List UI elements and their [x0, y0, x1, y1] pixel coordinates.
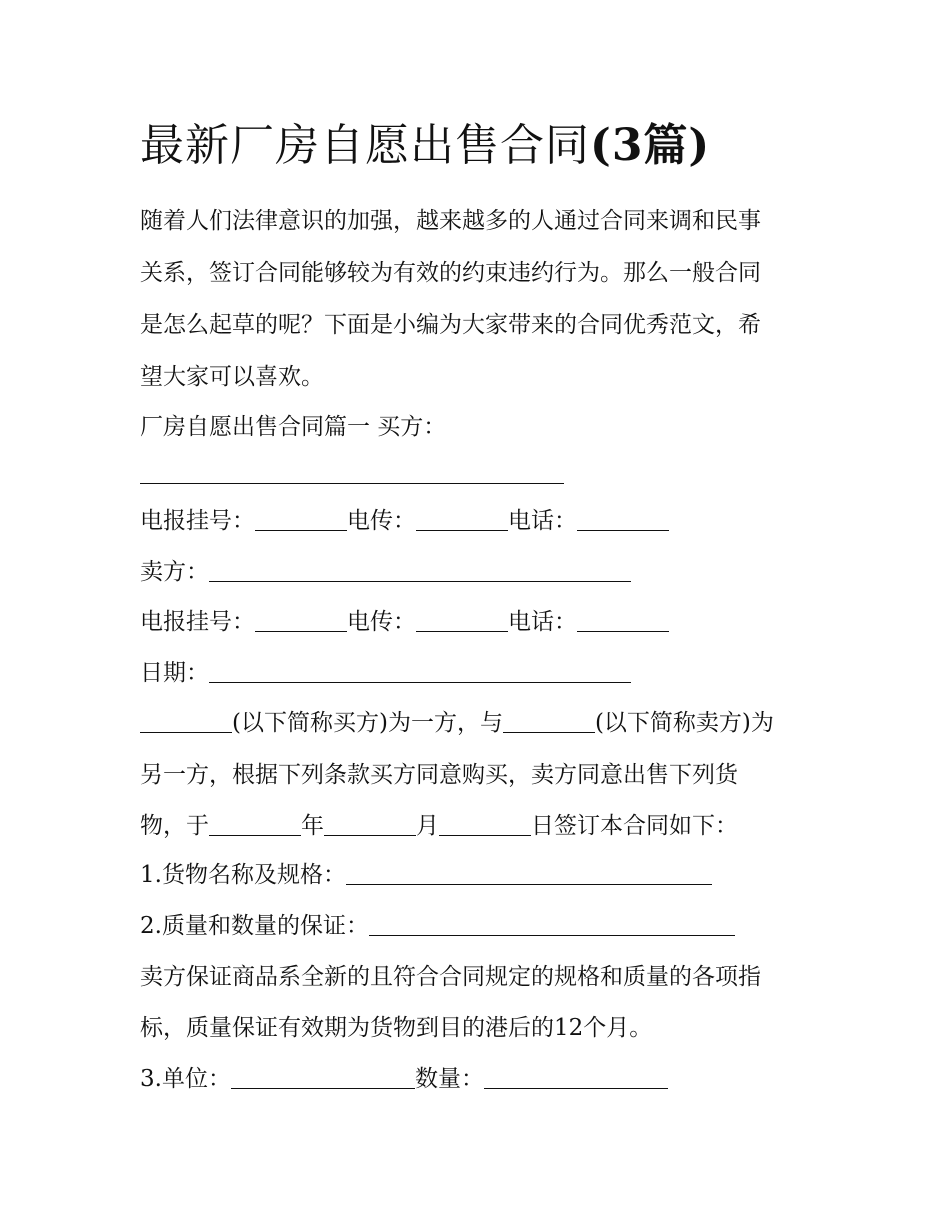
clause-3-line	[140, 1063, 668, 1095]
clause-3-qty-label: 数量：	[414, 1066, 484, 1092]
date-label: 日期：	[140, 660, 209, 686]
quantity-blank[interactable]	[484, 1066, 668, 1089]
telegram-label: 电报挂号：	[140, 609, 255, 635]
intro-line-3: 是怎么起草的呢？下面是小编为大家带来的合同优秀范文，希	[140, 312, 761, 338]
buyer-name-blank[interactable]	[140, 461, 564, 484]
phone-label: 电话：	[508, 609, 577, 635]
seller-label: 卖方：	[140, 559, 209, 585]
clause-2-line	[140, 910, 735, 942]
buyer-telegram-blank[interactable]	[255, 508, 347, 531]
title-main: 最新厂房自愿出售合同	[140, 120, 590, 171]
unit-blank[interactable]	[231, 1066, 415, 1089]
buyer-ref-blank[interactable]	[140, 710, 232, 733]
clause-1-line	[140, 859, 712, 891]
quality-quantity-blank[interactable]	[369, 913, 735, 936]
date-line	[140, 657, 631, 689]
clause-2-label: 2.质量和数量的保证：	[140, 913, 369, 939]
preamble-line3-start: 物，于	[140, 813, 209, 839]
clause-3-unit-label: 3.单位：	[140, 1066, 231, 1092]
month-blank[interactable]	[324, 813, 416, 836]
seller-fax-blank[interactable]	[416, 609, 508, 632]
seller-phone-blank[interactable]	[577, 609, 669, 632]
document-title	[140, 118, 710, 174]
guarantee-line-2: 标，质量保证有效期为货物到目的港后的12个月。	[140, 1015, 653, 1041]
date-blank[interactable]	[209, 660, 631, 683]
year-blank[interactable]	[209, 813, 301, 836]
intro-line-4: 望大家可以喜欢。	[140, 364, 324, 390]
preamble-line-2: 另一方，根据下列条款买方同意购买，卖方同意出售下列货	[140, 762, 738, 788]
clause-1-label: 1.货物名称及规格：	[140, 862, 346, 888]
goods-name-blank[interactable]	[346, 862, 712, 885]
seller-ref-text: (以下简称卖方)为	[594, 710, 774, 736]
preamble-line3-end: 日签订本合同如下：	[531, 813, 738, 839]
buyer-ref-text: (以下简称买方)为一方，与	[232, 710, 503, 736]
preamble-line-1	[140, 707, 774, 739]
fax-label: 电传：	[347, 508, 416, 534]
fax-label: 电传：	[347, 609, 416, 635]
section-heading: 厂房自愿出售合同篇一 买方：	[140, 414, 447, 440]
buyer-line	[140, 458, 564, 490]
intro-line-1: 随着人们法律意识的加强，越来越多的人通过合同来调和民事	[140, 208, 761, 234]
buyer-contact-line	[140, 505, 669, 537]
guarantee-line-1: 卖方保证商品系全新的且符合合同规定的规格和质量的各项指	[140, 964, 761, 990]
seller-line	[140, 556, 631, 588]
year-label: 年	[301, 813, 324, 839]
month-label: 月	[416, 813, 439, 839]
phone-label: 电话：	[508, 508, 577, 534]
buyer-fax-blank[interactable]	[416, 508, 508, 531]
seller-name-blank[interactable]	[209, 559, 631, 582]
seller-telegram-blank[interactable]	[255, 609, 347, 632]
seller-contact-line	[140, 606, 669, 638]
preamble-line-3	[140, 810, 738, 842]
buyer-phone-blank[interactable]	[577, 508, 669, 531]
telegram-label: 电报挂号：	[140, 508, 255, 534]
intro-line-2: 关系，签订合同能够较为有效的约束违约行为。那么一般合同	[140, 260, 761, 286]
day-blank[interactable]	[439, 813, 531, 836]
title-suffix: (3篇)	[590, 120, 711, 171]
seller-ref-blank[interactable]	[503, 710, 595, 733]
